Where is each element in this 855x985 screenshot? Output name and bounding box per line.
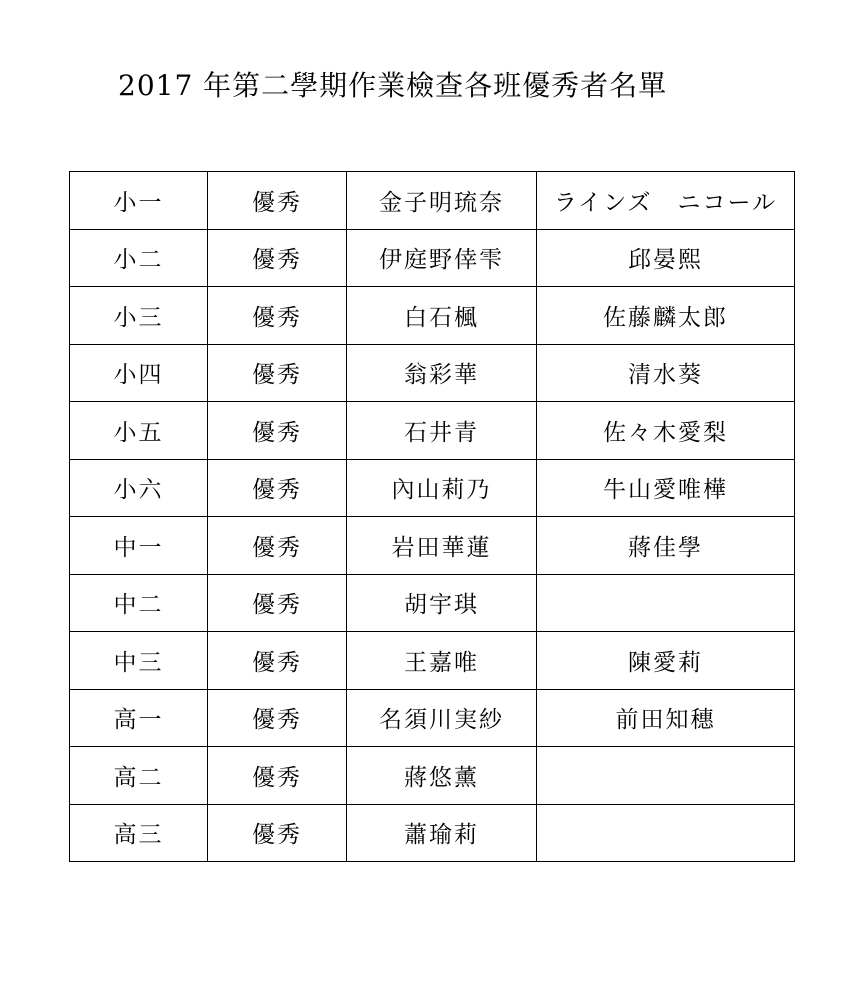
student-name-cell: 岩田華蓮: [347, 517, 537, 575]
table-row: [70, 689, 795, 747]
class-cell: 高一: [70, 689, 208, 747]
student-name-cell: 內山莉乃: [347, 459, 537, 517]
table-row: [70, 402, 795, 460]
rating-cell: 優秀: [208, 402, 347, 460]
student-name-cell: 石井青: [347, 402, 537, 460]
class-cell: 中二: [70, 574, 208, 632]
table-row: [70, 574, 795, 632]
class-cell: 小四: [70, 344, 208, 402]
rating-cell: 優秀: [208, 632, 347, 690]
rating-cell: 優秀: [208, 229, 347, 287]
student-name-cell: 牛山愛唯樺: [537, 459, 795, 517]
class-cell: 小一: [70, 172, 208, 230]
table-row: [70, 287, 795, 345]
student-name-cell: 蔣佳學: [537, 517, 795, 575]
student-name-cell: 陳愛莉: [537, 632, 795, 690]
class-cell: 中一: [70, 517, 208, 575]
table-row: [70, 344, 795, 402]
student-name-cell: 伊庭野倖雫: [347, 229, 537, 287]
rating-cell: 優秀: [208, 689, 347, 747]
class-cell: 高二: [70, 747, 208, 805]
table-row: [70, 804, 795, 862]
student-name-cell: [537, 804, 795, 862]
student-name-cell: 清水葵: [537, 344, 795, 402]
student-name-cell: 前田知穗: [537, 689, 795, 747]
rating-cell: 優秀: [208, 172, 347, 230]
student-name-cell: 胡宇琪: [347, 574, 537, 632]
student-name-cell: 蔣悠薰: [347, 747, 537, 805]
class-cell: 小三: [70, 287, 208, 345]
student-name-cell: 邱晏熙: [537, 229, 795, 287]
class-cell: 中三: [70, 632, 208, 690]
table-row: [70, 459, 795, 517]
student-name-cell: 白石楓: [347, 287, 537, 345]
class-cell: 小二: [70, 229, 208, 287]
student-name-cell: 蕭瑜莉: [347, 804, 537, 862]
table-row: [70, 632, 795, 690]
student-name-cell: 名須川実紗: [347, 689, 537, 747]
table-row: [70, 747, 795, 805]
rating-cell: 優秀: [208, 517, 347, 575]
rating-cell: 優秀: [208, 344, 347, 402]
table-row: [70, 172, 795, 230]
honor-roll-table: [69, 171, 795, 862]
student-name-cell: 金子明琉奈: [347, 172, 537, 230]
student-name-cell: [537, 747, 795, 805]
rating-cell: 優秀: [208, 287, 347, 345]
rating-cell: 優秀: [208, 459, 347, 517]
rating-cell: 優秀: [208, 574, 347, 632]
document-title: 2017 年第二學期作業檢查各班優秀者名單: [118, 69, 668, 102]
table-row: [70, 229, 795, 287]
student-name-cell: [537, 574, 795, 632]
table-row: [70, 517, 795, 575]
class-cell: 小五: [70, 402, 208, 460]
rating-cell: 優秀: [208, 747, 347, 805]
student-name-cell: 佐々木愛梨: [537, 402, 795, 460]
student-name-cell: ラインズ ニコール: [537, 172, 795, 230]
student-name-cell: 王嘉唯: [347, 632, 537, 690]
student-name-cell: 佐藤麟太郎: [537, 287, 795, 345]
rating-cell: 優秀: [208, 804, 347, 862]
student-name-cell: 翁彩華: [347, 344, 537, 402]
class-cell: 高三: [70, 804, 208, 862]
class-cell: 小六: [70, 459, 208, 517]
